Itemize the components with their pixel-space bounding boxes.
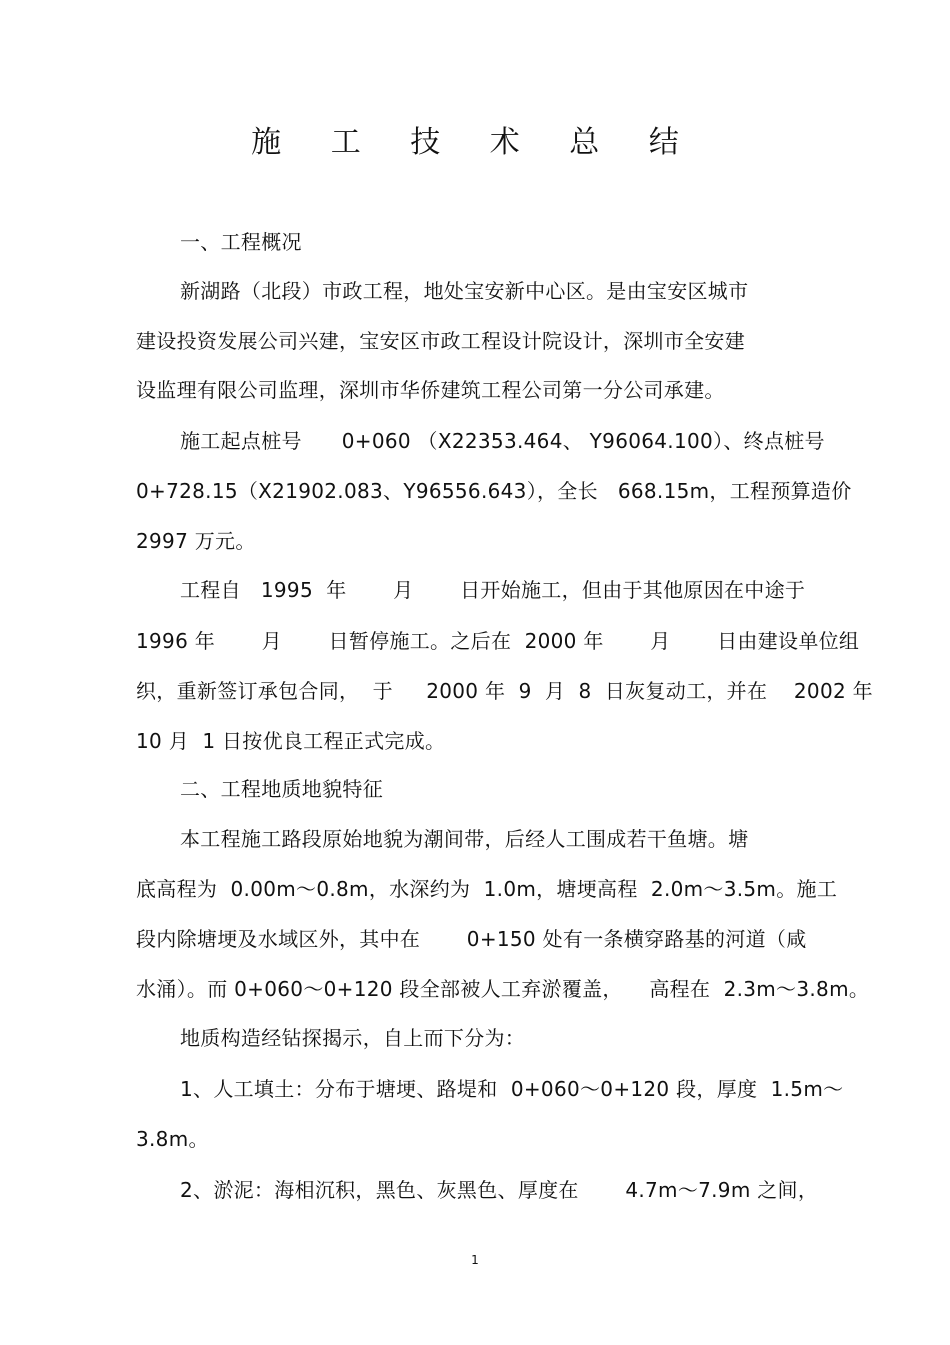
page-number: 1 [471, 1253, 479, 1267]
list-item-continuation: 3.8m。 [136, 1127, 209, 1151]
paragraph-line: 0+728.15（X21902.083、Y96556.643），全长 668.15m，工程预算造价 [136, 479, 852, 503]
paragraph-line: 本工程施工路段原始地貌为潮间带，后经人工围成若干鱼塘。塘 [180, 827, 749, 851]
paragraph-line: 施工起点桩号 0+060 （X22353.464、 Y96064.100）、终点桩号 [180, 429, 825, 453]
paragraph-line: 工程自 1995 年 月 日开始施工，但由于其他原因在中途于 [180, 578, 806, 602]
paragraph-line: 设监理有限公司监理，深圳市华侨建筑工程公司第一分公司承建。 [136, 378, 725, 402]
paragraph-line: 建设投资发展公司兴建，宝安区市政工程设计院设计，深圳市全安建 [136, 329, 745, 353]
paragraph-line: 2997 万元。 [136, 529, 256, 553]
paragraph-line: 10 月 1 日按优良工程正式完成。 [136, 729, 446, 753]
paragraph-line: 新湖路（北段）市政工程，地处宝安新中心区。是由宝安区城市 [180, 279, 749, 303]
paragraph-line: 底高程为 0.00m～0.8m，水深约为 1.0m，塘埂高程 2.0m～3.5m。施工 [136, 877, 838, 901]
list-item: 2、淤泥：海相沉积，黑色、灰黑色、厚度在 4.7m～7.9m 之间， [180, 1178, 819, 1202]
section-heading-geology: 二、工程地质地貌特征 [180, 777, 383, 801]
list-item: 1、人工填土：分布于塘埂、路堤和 0+060～0+120 段，厚度 1.5m～ [180, 1077, 844, 1101]
document-title: 施 工 技 术 总 结 [251, 125, 699, 160]
paragraph-line: 水涌）。而 0+060～0+120 段全部被人工弃淤覆盖， 高程在 2.3m～3.8m。 [136, 977, 870, 1001]
paragraph-line: 段内除塘埂及水域区外，其中在 0+150 处有一条横穿路基的河道（咸 [136, 927, 807, 951]
section-heading-overview: 一、工程概况 [180, 230, 302, 254]
paragraph-line: 1996 年 月 日暂停施工。之后在 2000 年 月 日由建设单位组 [136, 629, 860, 653]
paragraph-line: 织，重新签订承包合同， 于 2000 年 9 月 8 日灰复动工，并在 2002 年 [136, 679, 873, 703]
paragraph-line: 地质构造经钻探揭示，自上而下分为： [180, 1026, 526, 1050]
